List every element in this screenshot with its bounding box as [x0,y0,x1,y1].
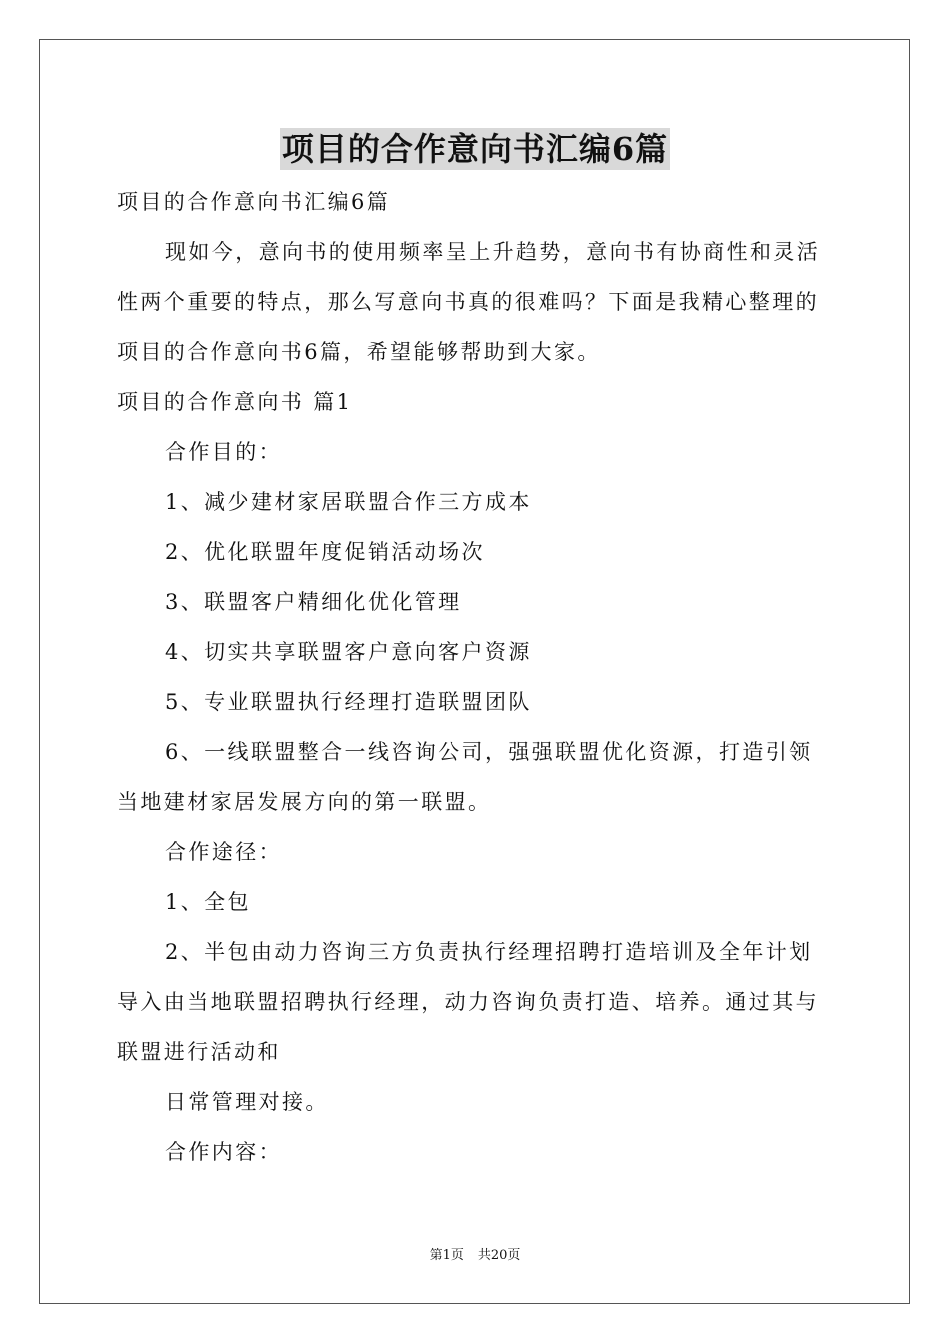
section-heading: 项目的合作意向书 篇1 [117,390,353,414]
paragraph: 合作途径： [165,840,282,864]
list-item: 4、切实共享联盟客户意向客户资源 [165,640,532,664]
document-title: 项目的合作意向书汇编6篇 [281,130,669,168]
list-item: 2、优化联盟年度促销活动场次 [165,540,485,564]
paragraph: 合作目的： [165,440,282,464]
list-item: 2、半包由动力咨询三方负责执行经理招聘打造培训及全年计划导入由当地联盟招聘执行经理，动力咨询负责打造、培养。通过其与联盟进行活动和 [117,940,819,1064]
paragraph: 项目的合作意向书汇编6篇 [117,190,391,214]
page-number: 第1页 [429,1248,464,1263]
list-item: 5、专业联盟执行经理打造联盟团队 [165,690,532,714]
paragraph: 日常管理对接。 [165,1090,329,1114]
list-item: 6、一线联盟整合一线咨询公司，强强联盟优化资源，打造引领当地建材家居发展方向的第一联盟。 [117,740,813,814]
list-item: 1、全包 [165,890,251,914]
list-item: 1、减少建材家居联盟合作三方成本 [165,490,532,514]
title-container [0,128,950,170]
paragraph: 现如今，意向书的使用频率呈上升趋势，意向书有协商性和灵活性两个重要的特点，那么写意向书真的很难吗？下面是我精心整理的项目的合作意向书6篇，希望能够帮助到大家。 [117,240,821,364]
page-total: 共20页 [477,1248,521,1263]
page-footer [0,1246,950,1266]
list-item: 3、联盟客户精细化优化管理 [165,590,462,614]
paragraph: 合作内容： [165,1140,282,1164]
document-body [117,177,835,1177]
